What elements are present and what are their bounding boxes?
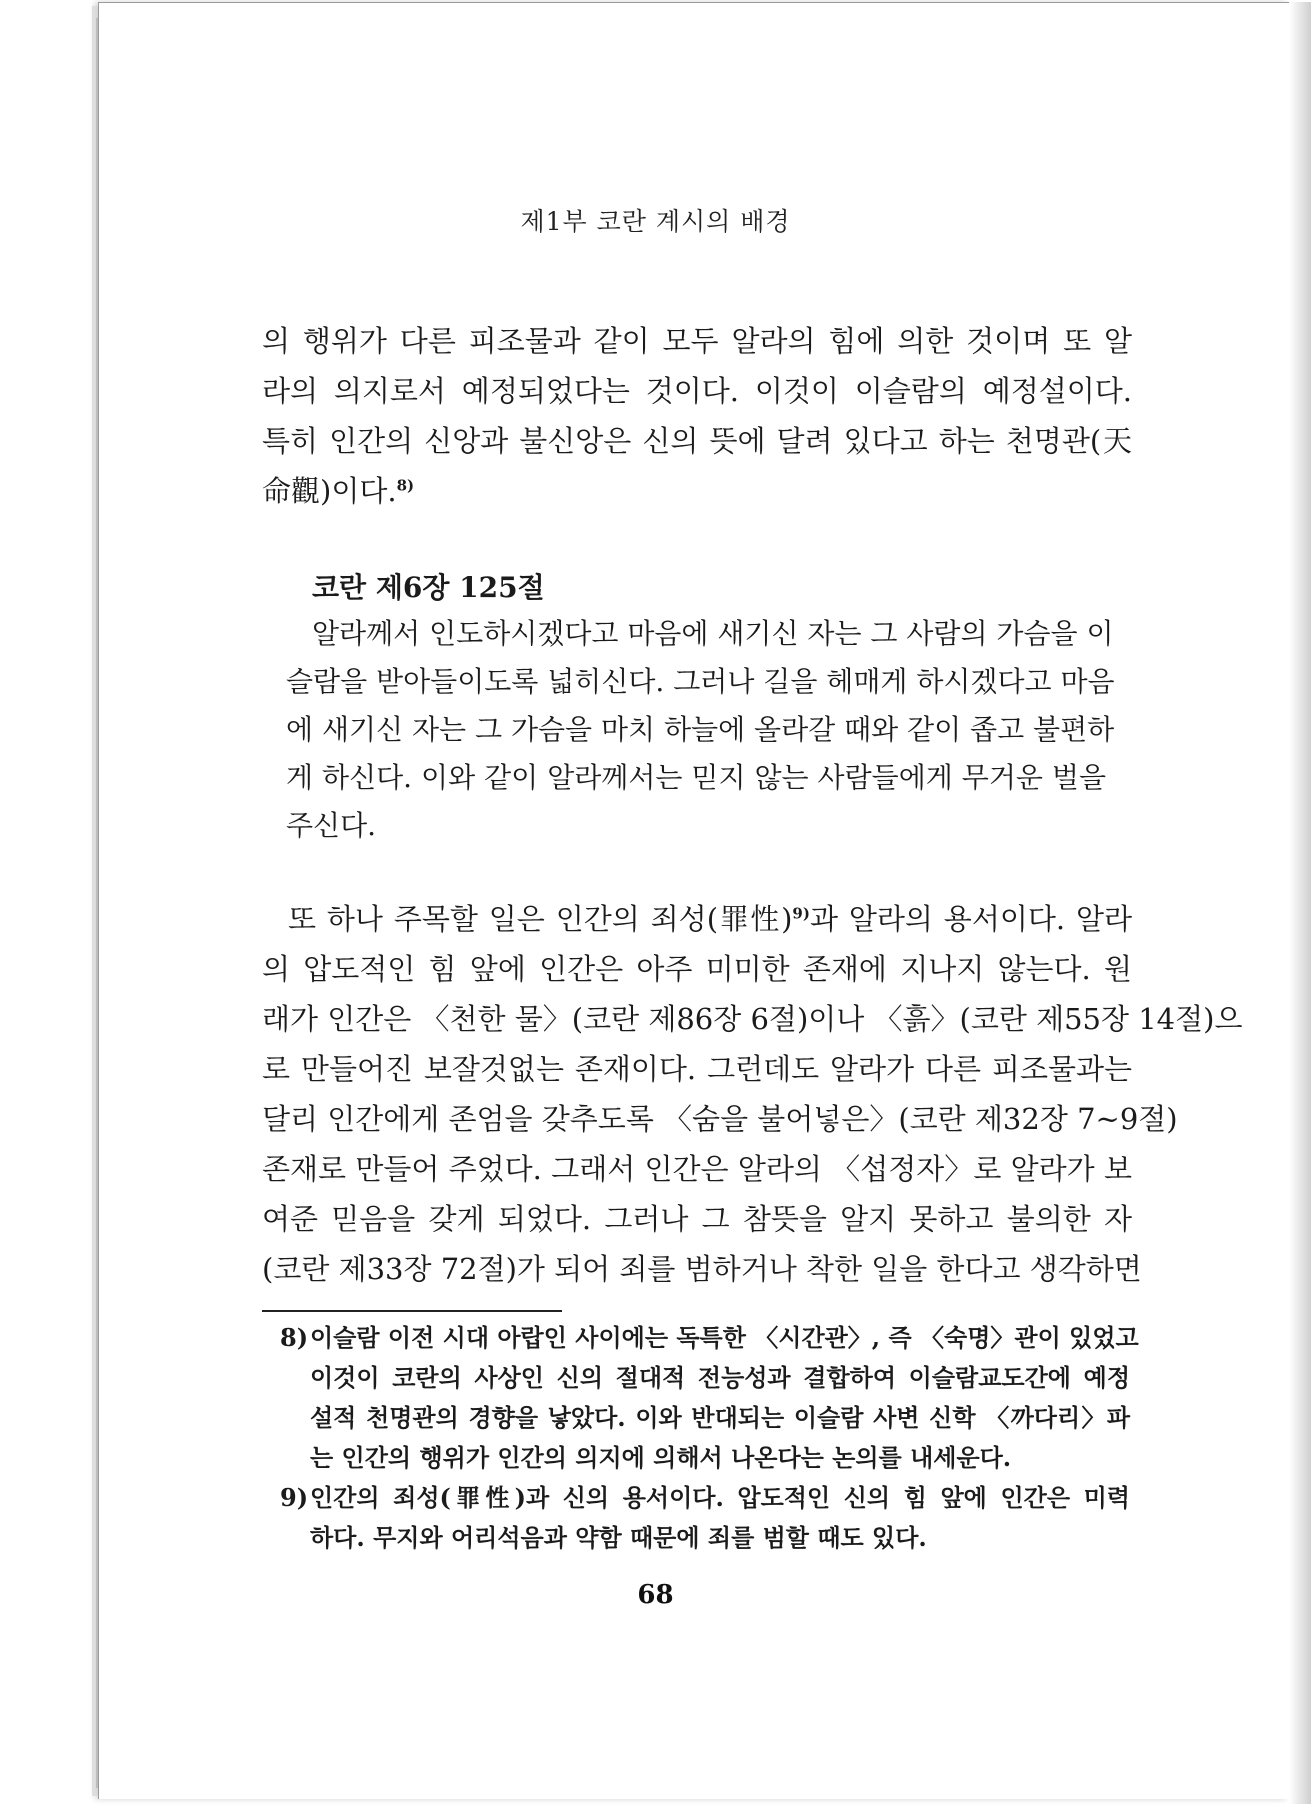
quote-heading: 코란 제6장 125절 [312,571,545,604]
footnote-number: 9) [280,1483,309,1512]
paragraph-1 [262,316,1132,516]
quote-block [286,610,1115,850]
quote-line: 슬람을 받아들이도록 넓히신다. 그러나 길을 헤매게 하시겠다고 마음 [286,665,1115,698]
footnote-ref-9[interactable]: 9) [792,904,810,923]
running-head: 제1부 코란 계시의 배경 [520,207,791,236]
paragraph-line: 로 만들어진 보잘것없는 존재이다. 그런데도 알라가 다른 피조물과는 [262,1052,1132,1086]
paragraph-line: 의 압도적인 힘 앞에 인간은 아주 미미한 존재에 지나지 않는다. 원 [262,952,1132,986]
paragraph-line: 달리 인간에게 존엄을 갖추도록 〈숨을 불어넣은〉(코란 제32장 7~9절) [262,1102,1178,1136]
paragraph-line-text: 과 알라의 용서이다. 알라 [809,902,1133,936]
footnotes [280,1318,1139,1558]
paragraph-line [262,466,1132,516]
footnote-line: 이것이 코란의 사상인 신의 절대적 전능성과 결합하여 이슬람교도간에 예정 [310,1363,1130,1392]
footnote-line: 인간의 죄성(罪性)과 신의 용서이다. 압도적인 신의 힘 앞에 인간은 미력 [310,1483,1130,1512]
paragraph-line: 래가 인간은 〈천한 물〉(코란 제86장 6절)이나 〈흙〉(코란 제55장 14절)으 [262,1002,1243,1036]
footnote-line: 는 인간의 행위가 인간의 의지에 의해서 나온다는 논의를 내세운다. [310,1443,1012,1472]
footnote-ref-8[interactable]: 8) [396,476,415,495]
paragraph-line: 여준 믿음을 갖게 되었다. 그러나 그 참뜻을 알지 못하고 불의한 자 [262,1202,1132,1236]
footnote-line: 이슬람 이전 시대 아랍인 사이에는 독특한 〈시간관〉, 즉 〈숙명〉관이 있었고 [310,1323,1139,1352]
page-spine-edge [96,18,98,1788]
paragraph-line [262,894,1132,944]
paragraph-2 [262,894,1243,1294]
paragraph-line: 존재로 만들어 주었다. 그래서 인간은 알라의 〈섭정자〉로 알라가 보 [262,1152,1132,1186]
footnote-line: 하다. 무지와 어리석음과 약함 때문에 죄를 범할 때도 있다. [310,1523,927,1552]
paragraph-line: 라의 의지로서 예정되었다는 것이다. 이것이 이슬람의 예정설이다. [262,374,1132,408]
paragraph-line: (코란 제33장 72절)가 되어 죄를 범하거나 착한 일을 한다고 생각하면 [262,1252,1142,1286]
paragraph-line: 의 행위가 다른 피조물과 같이 모두 알라의 힘에 의한 것이며 또 알 [262,324,1132,358]
footnote-divider [262,1310,562,1312]
footnote-line: 설적 천명관의 경향을 낳았다. 이와 반대되는 이슬람 사변 신학 〈까다리〉파 [310,1403,1130,1432]
footnote-9 [280,1478,1130,1558]
footnote-number: 8) [280,1323,309,1352]
quote-line: 게 하신다. 이와 같이 알라께서는 믿지 않는 사람들에게 무거운 벌을 [286,761,1106,794]
paragraph-line-text: 命觀)이다. [262,474,397,508]
paragraph-line: 특히 인간의 신앙과 불신앙은 신의 뜻에 달려 있다고 하는 천명관(天 [262,424,1132,458]
footnote-8 [280,1318,1139,1478]
page-number: 68 [637,1580,674,1610]
paragraph-line-text: 또 하나 주목할 일은 인간의 죄성(罪性) [288,902,793,936]
quote-line: 에 새기신 자는 그 가슴을 마치 하늘에 올라갈 때와 같이 좁고 불편하 [286,713,1115,746]
quote-line: 알라께서 인도하시겠다고 마음에 새기신 자는 그 사람의 가슴을 이 [312,617,1114,650]
quote-line: 주신다. [286,809,377,842]
page-right-edge [1289,2,1311,1804]
